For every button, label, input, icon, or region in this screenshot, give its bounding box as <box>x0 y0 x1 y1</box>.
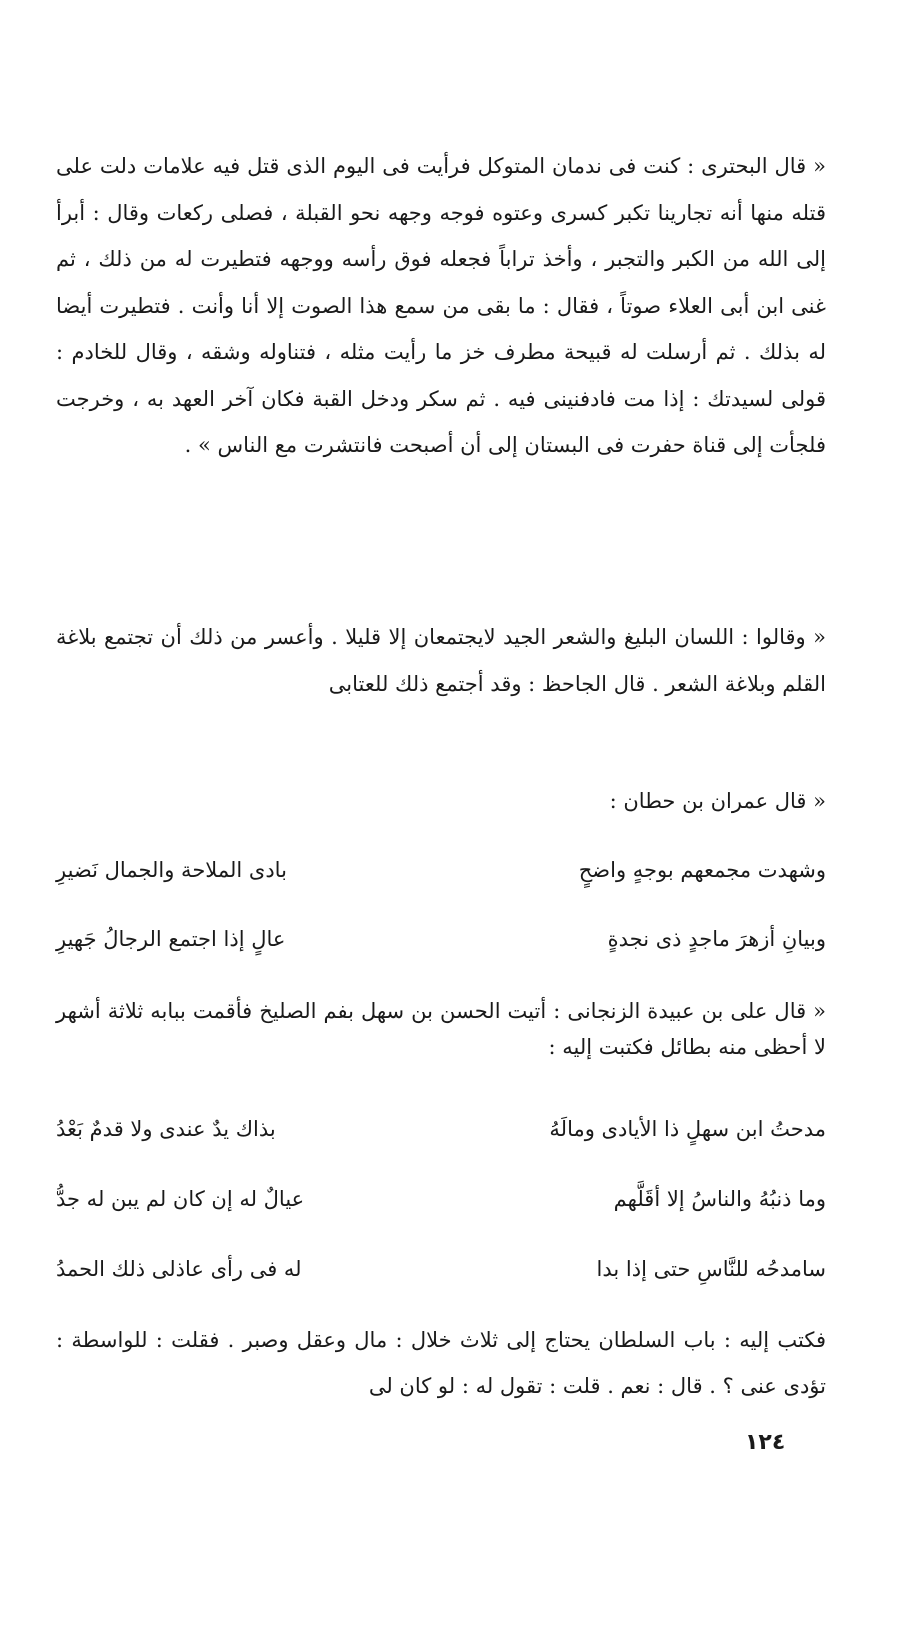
verse-second-hemistich: بذاك يدٌ عندى ولا قدمٌ بَعْدُ <box>56 1117 276 1141</box>
verse-first-hemistich: وما ذنبُهُ والناسُ إلا أقَلَّهم <box>613 1187 826 1211</box>
verse-first-hemistich: مدحتُ ابن سهلٍ ذا الأيادى ومالَهُ <box>549 1117 826 1141</box>
verse-second-hemistich: عالٍ إذا اجتمع الرجالُ جَهيرِ <box>56 927 286 951</box>
verse-line <box>56 1257 826 1281</box>
verse-line <box>56 927 826 951</box>
verse-second-hemistich: له فى رأى عاذلى ذلك الحمدُ <box>56 1257 302 1281</box>
verse-first-hemistich: وشهدت مجمعهم بوجهٍ واضحٍ <box>578 858 826 882</box>
verse-line <box>56 1187 826 1211</box>
verse-first-hemistich: سامدحُه للنَّاسِ حتى إذا بدا <box>596 1257 826 1281</box>
page-number: ١٢٤ <box>745 1430 786 1455</box>
verse-line <box>56 1117 826 1141</box>
paragraph-imran-intro: « قال عمران بن حطان : <box>609 789 826 813</box>
paragraph-sultan-gate: فكتب إليه : باب السلطان يحتاج إلى ثلاث خلال : مال وعقل وصبر . فقلت : للواسطة : تؤدى عنى ؟ . قال : نعم . قلت : تقول له : لو كان لى <box>56 1328 826 1398</box>
paragraph-eloquence: « وقالوا : اللسان البليغ والشعر الجيد لايجتمعان إلا قليلا . وأعسر من ذلك أن تجتمع بلاغة القلم وبلاغة الشعر . قال الجاحظ : وقد أجتمع ذلك للعتابى <box>56 625 826 696</box>
paragraph-buhturi: « قال البحترى : كنت فى ندمان المتوكل فرأيت فى اليوم الذى قتل فيه علامات دلت على قتله منها أنه تجارينا تكبر كسرى وعتوه فوجه وجهه نحو القبلة ، فصلى ركعات وقال : أبرأ إلى الله من الكبر والتجبر ، وأخذ تراباً فجعله فوق رأسه ووجهه فتطيرت له من ذلك ، ثم غنى ابن أبى العلاء صوتاً ، فقال : ما بقى من سمع هذا الصوت إلا أنا وأنت . فتطيرت أيضا له بذلك . ثم أرسلت له قبيحة مطرف خز ما رأيت مثله ، فتناوله وشقه ، وقال للخادم : قولى لسيدتك : إذا مت فادفنينى فيه . ثم سكر ودخل القبة فكان آخر العهد به ، وخرجت فلجأت إلى قناة حفرت فى البستان إلى أن أصبحت فانتشرت مع الناس » . <box>56 154 826 457</box>
verse-second-hemistich: عيالٌ له إن كان لم يبن له جدُّ <box>56 1187 305 1211</box>
verse-second-hemistich: بادى الملاحة والجمال نَضيرِ <box>56 858 287 882</box>
verse-first-hemistich: وبيانِ أزهرَ ماجدٍ ذى نجدةٍ <box>607 927 826 951</box>
paragraph-ali-intro: « قال على بن عبيدة الزنجانى : أتيت الحسن بن سهل بفم الصليخ فأقمت ببابه ثلاثة أشهر لا أحظى منه بطائل فكتبت إليه : <box>56 999 826 1059</box>
verse-line <box>56 858 826 882</box>
